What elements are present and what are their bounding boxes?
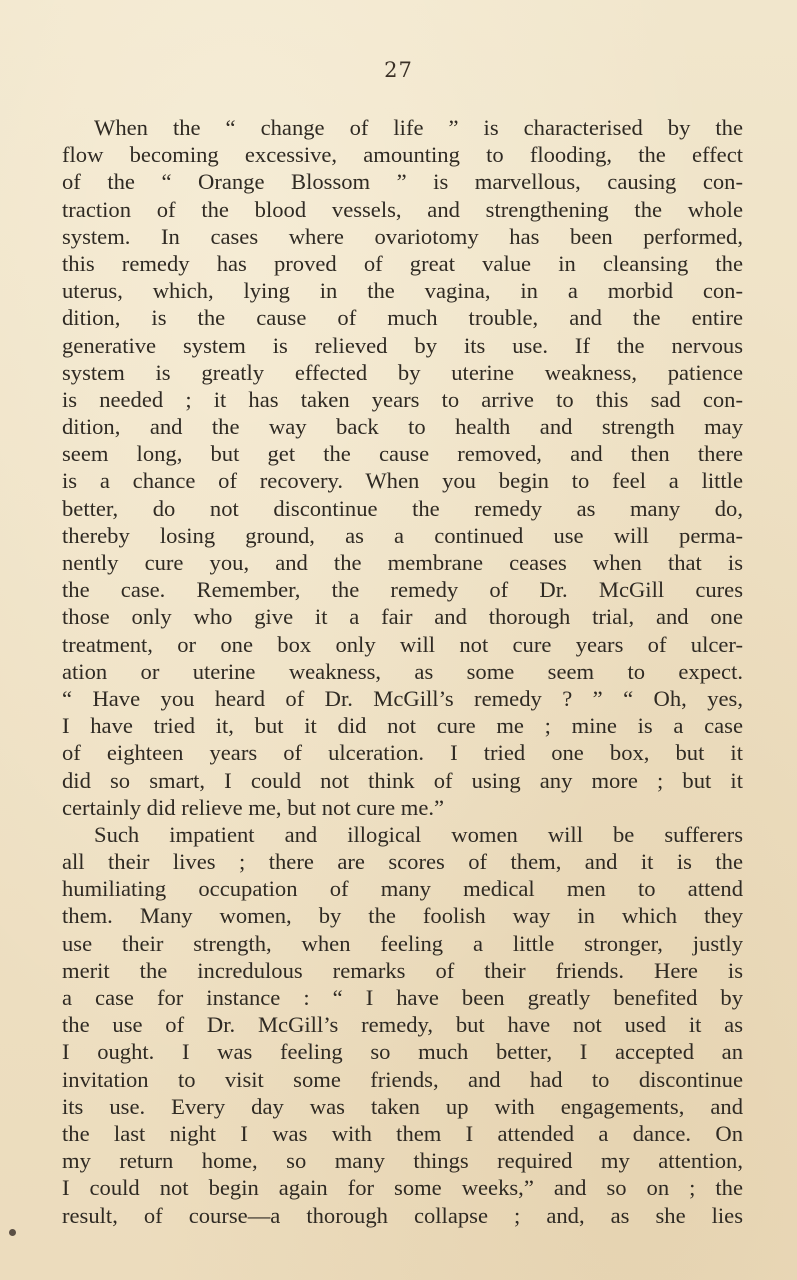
- text-line: thereby losing ground, as a continued use will perma-: [62, 522, 743, 548]
- ink-dot: [9, 1229, 16, 1236]
- text-line: humiliating occupation of many medical men to attend: [62, 876, 743, 902]
- text-line: the use of Dr. McGill’s remedy, but have not used it as: [62, 1012, 743, 1038]
- text-line: result, of course—a thorough collapse ; and, as she lies: [62, 1202, 743, 1228]
- text-line: seem long, but get the cause removed, and then there: [62, 441, 743, 467]
- text-line: invitation to visit some friends, and had to discontinue: [62, 1066, 743, 1092]
- text-line: generative system is relieved by its use. If the nervous: [62, 332, 743, 358]
- text-line: is a chance of recovery. When you begin to feel a little: [62, 468, 743, 494]
- text-line: system is greatly effected by uterine weakness, patience: [62, 359, 743, 385]
- text-line: my return home, so many things required my attention,: [62, 1148, 743, 1174]
- text-line: I ought. I was feeling so much better, I accepted an: [62, 1039, 743, 1065]
- text-line: use their strength, when feeling a little stronger, justly: [62, 930, 743, 956]
- page-number: 27: [384, 58, 413, 82]
- text-line: When the “ change of life ” is characterised by the: [94, 115, 743, 140]
- text-line: this remedy has proved of great value in cleansing the: [62, 250, 743, 276]
- text-line: the last night I was with them I attended a dance. On: [62, 1120, 743, 1146]
- text-line: all their lives ; there are scores of them, and it is the: [62, 849, 743, 875]
- text-line: a case for instance : “ I have been greatly benefited by: [62, 985, 743, 1010]
- text-line: dition, is the cause of much trouble, and the entire: [62, 305, 743, 331]
- text-line: dition, and the way back to health and strength may: [62, 414, 743, 440]
- text-line: system. In cases where ovariotomy has been performed,: [62, 223, 743, 249]
- text-line: I could not begin again for some weeks,” and so on ; the: [62, 1175, 743, 1201]
- text-line: them. Many women, by the foolish way in which they: [62, 903, 743, 929]
- text-line: did so smart, I could not think of using any more ; but it: [62, 767, 743, 793]
- text-line: the case. Remember, the remedy of Dr. McGill cures: [62, 577, 743, 603]
- text-line: Such impatient and illogical women will be sufferers: [94, 821, 743, 847]
- body-text: [62, 114, 743, 1229]
- text-line: treatment, or one box only will not cure years of ulcer-: [62, 631, 743, 657]
- text-line: flow becoming excessive, amounting to flooding, the effect: [62, 142, 743, 168]
- text-line: of eighteen years of ulceration. I tried one box, but it: [62, 740, 743, 766]
- text-line: of the “ Orange Blossom ” is marvellous, causing con-: [62, 169, 743, 195]
- text-line: nently cure you, and the membrane ceases when that is: [62, 550, 743, 575]
- text-line: certainly did relieve me, but not cure me.”: [62, 794, 445, 820]
- text-line: I have tried it, but it did not cure me ; mine is a case: [62, 713, 743, 739]
- text-line: traction of the blood vessels, and strengthening the whole: [62, 196, 743, 222]
- text-line: ation or uterine weakness, as some seem to expect.: [62, 658, 743, 684]
- text-line: is needed ; it has taken years to arrive to this sad con-: [62, 386, 743, 412]
- text-line: its use. Every day was taken up with engagements, and: [62, 1093, 743, 1119]
- text-line: merit the incredulous remarks of their friends. Here is: [62, 957, 743, 983]
- text-line: “ Have you heard of Dr. McGill’s remedy ? ” “ Oh, yes,: [62, 685, 743, 711]
- text-line: those only who give it a fair and thorough trial, and one: [62, 604, 743, 630]
- text-line: better, do not discontinue the remedy as many do,: [62, 495, 743, 521]
- text-line: uterus, which, lying in the vagina, in a morbid con-: [62, 278, 743, 304]
